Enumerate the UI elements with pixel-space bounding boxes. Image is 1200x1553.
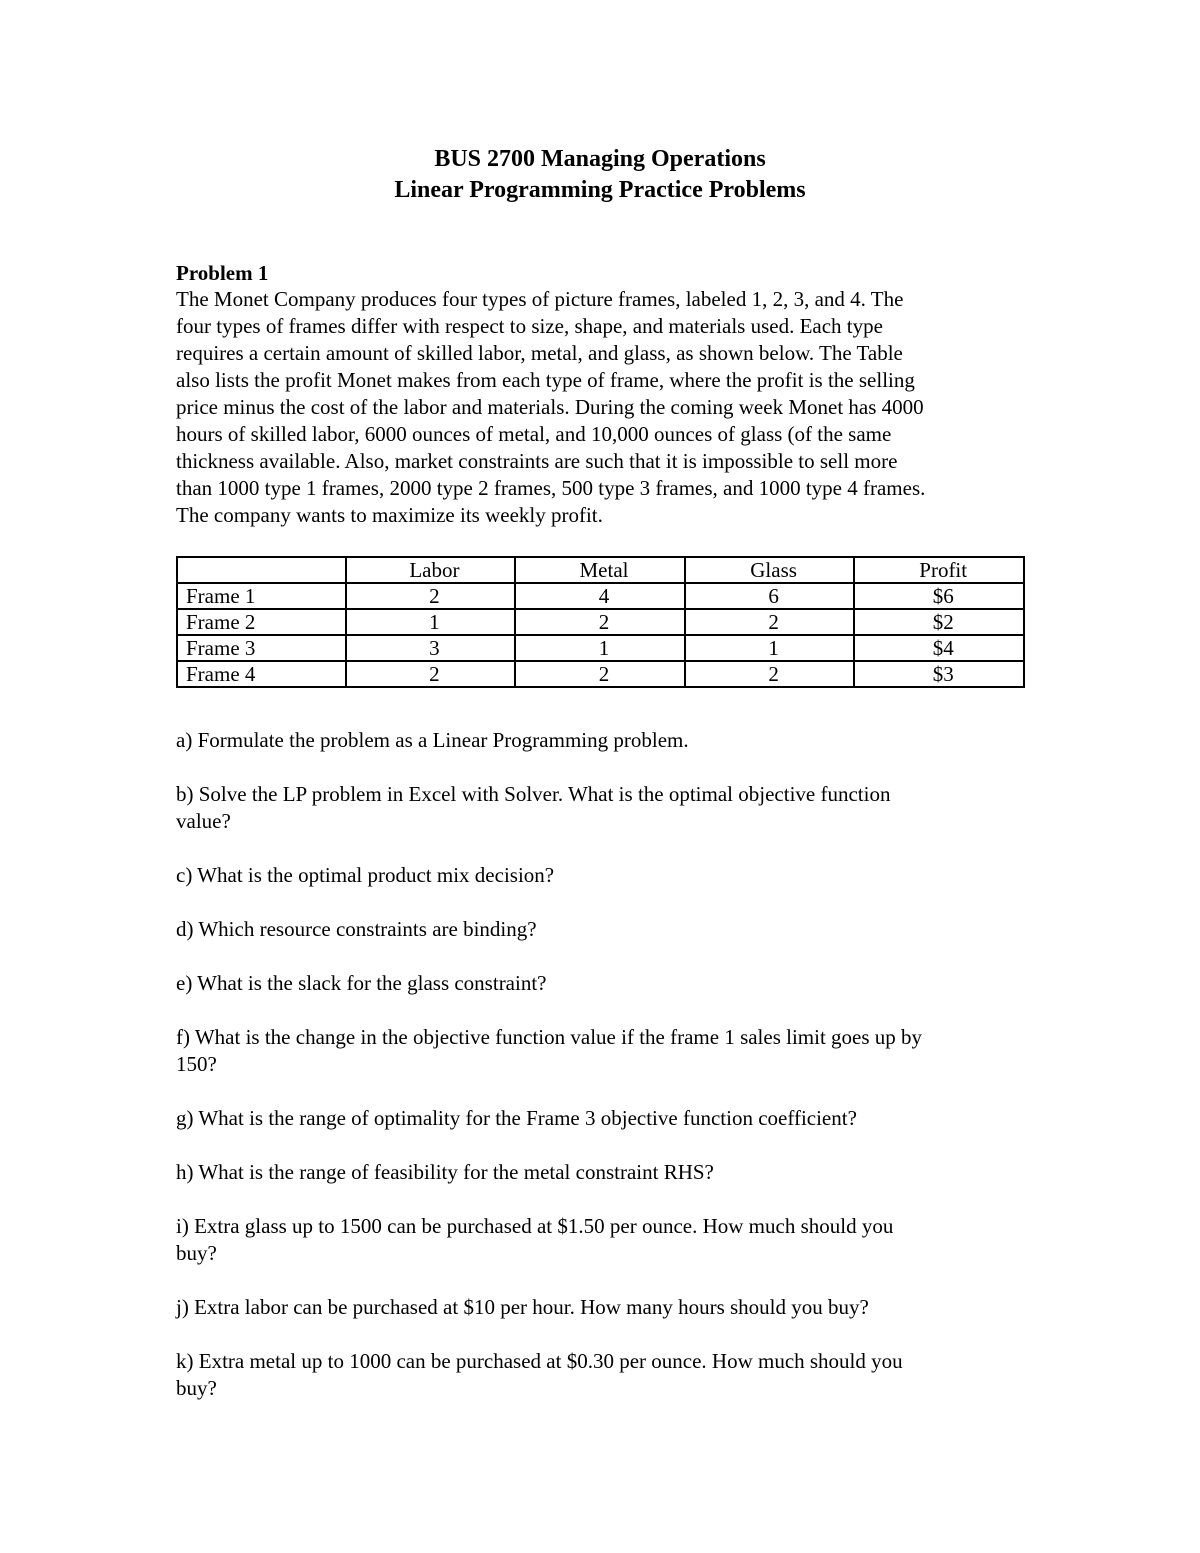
question-g: g) What is the range of optimality for the Frame 3 objective function coefficient? <box>176 1106 857 1130</box>
document-title: Linear Programming Practice Problems <box>394 177 806 203</box>
table-cell: $3 <box>854 661 1024 687</box>
question-f: f) What is the change in the objective function value if the frame 1 sales limit goes up by 150? <box>176 1025 923 1076</box>
table-cell: 2 <box>685 661 855 687</box>
question-j: j) Extra labor can be purchased at $10 per hour. How many hours should you buy? <box>176 1295 869 1319</box>
table-row <box>177 609 1024 635</box>
table-cell: Frame 4 <box>177 661 346 687</box>
course-title: BUS 2700 Managing Operations <box>434 146 766 172</box>
table-cell: Frame 3 <box>177 635 346 661</box>
table-cell: 1 <box>515 635 685 661</box>
table-row <box>177 661 1024 687</box>
table-row <box>177 635 1024 661</box>
table-header-cell: Glass <box>685 557 855 583</box>
table-cell: 3 <box>346 635 516 661</box>
question-a: a) Formulate the problem as a Linear Programming problem. <box>176 728 689 752</box>
frame-data-table <box>176 556 1025 688</box>
question-k: k) Extra metal up to 1000 can be purchased at $0.30 per ounce. How much should you buy? <box>176 1349 903 1400</box>
table-cell: $6 <box>854 583 1024 609</box>
table-cell: 1 <box>346 609 516 635</box>
table-cell: 2 <box>515 661 685 687</box>
table-cell: Frame 2 <box>177 609 346 635</box>
table-cell: 1 <box>685 635 855 661</box>
table-header-row <box>177 557 1024 583</box>
table-row <box>177 583 1024 609</box>
table-cell: 2 <box>346 661 516 687</box>
question-e: e) What is the slack for the glass constraint? <box>176 971 547 995</box>
table-cell: 6 <box>685 583 855 609</box>
question-h: h) What is the range of feasibility for the metal constraint RHS? <box>176 1160 714 1184</box>
question-b: b) Solve the LP problem in Excel with Solver. What is the optimal objective function value? <box>176 782 891 833</box>
table-cell: 2 <box>685 609 855 635</box>
table-header-cell: Labor <box>346 557 516 583</box>
table-cell: 4 <box>515 583 685 609</box>
question-i: i) Extra glass up to 1500 can be purchased at $1.50 per ounce. How much should you buy? <box>176 1214 894 1265</box>
table-header-cell: Metal <box>515 557 685 583</box>
table-cell: 2 <box>346 583 516 609</box>
table-cell: 2 <box>515 609 685 635</box>
question-d: d) Which resource constraints are binding? <box>176 917 537 941</box>
table-header-cell: Profit <box>854 557 1024 583</box>
table-cell: Frame 1 <box>177 583 346 609</box>
table-cell: $2 <box>854 609 1024 635</box>
problem-intro: The Monet Company produces four types of picture frames, labeled 1, 2, 3, and 4. The four types of frames differ with respect to size, shape, and materials used. Each type requires a certain amount of skilled labor, metal, and glass, as shown below. The Table also lists the profit Monet makes from each type of frame, where the profit is the selling price minus the cost of the labor and materials. During the coming week Monet has 4000 hours of skilled labor, 6000 ounces of metal, and 10,000 ounces of glass (of the same thickness available. Also, market constraints are such that it is impossible to sell more than 1000 type 1 frames, 2000 type 2 frames, 500 type 3 frames, and 1000 type 4 frames. The company wants to maximize its weekly profit. <box>176 287 926 527</box>
table-cell: $4 <box>854 635 1024 661</box>
problem-heading: Problem 1 <box>176 261 269 285</box>
question-c: c) What is the optimal product mix decision? <box>176 863 555 887</box>
table-header-cell <box>177 557 346 583</box>
